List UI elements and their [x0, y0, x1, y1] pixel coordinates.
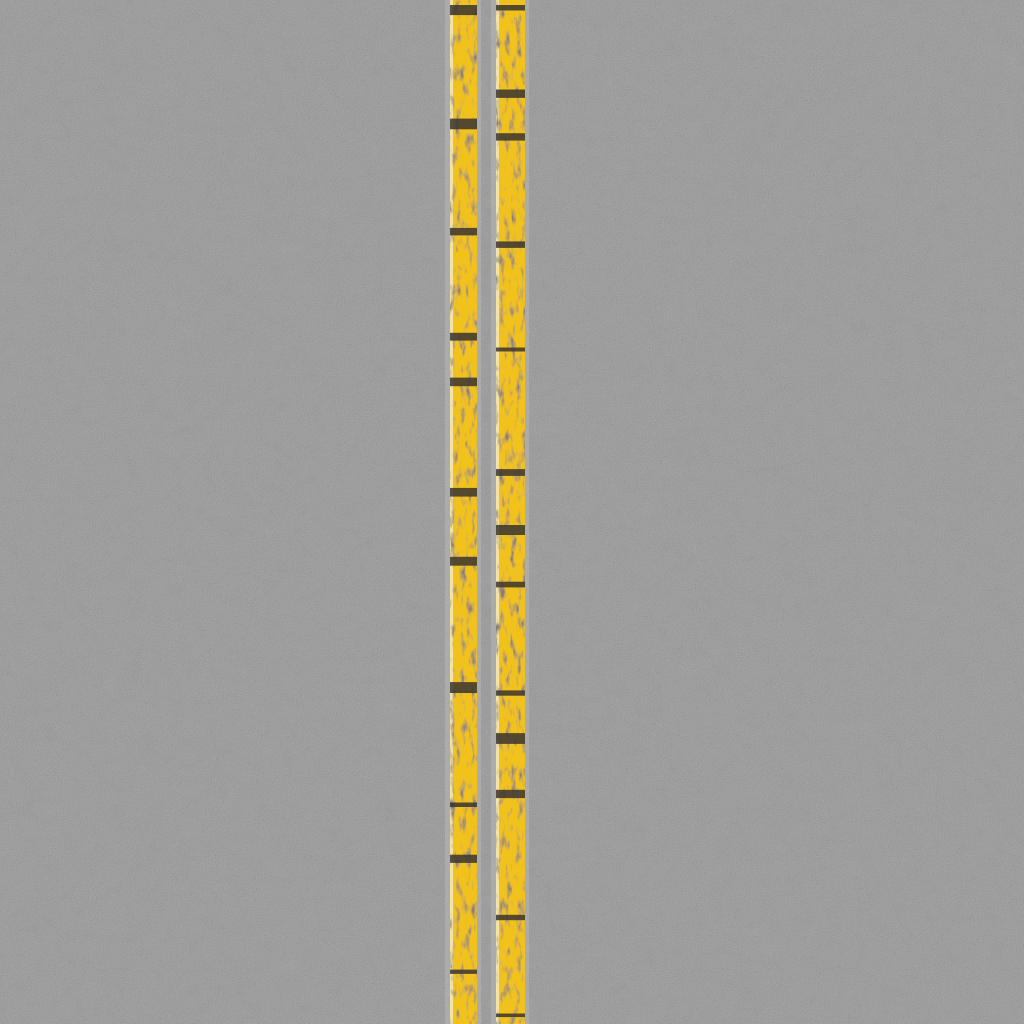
line-crack [450, 970, 477, 974]
line-crack [450, 488, 477, 497]
line-crack [496, 790, 525, 798]
line-crack [450, 333, 477, 341]
line-crack [450, 855, 477, 863]
line-crack [496, 525, 525, 535]
left-yellow-line [450, 0, 477, 1024]
line-crack [496, 241, 525, 248]
line-crack [496, 133, 525, 140]
line-crack [450, 803, 477, 808]
line-crack [496, 469, 525, 476]
line-crack [450, 119, 477, 130]
line-crack [450, 557, 477, 566]
line-crack [450, 5, 477, 15]
line-crack [450, 682, 477, 693]
line-crack [496, 733, 525, 744]
line-crack [496, 1014, 525, 1018]
right-yellow-line [496, 0, 525, 1024]
line-crack [496, 90, 525, 98]
line-crack [450, 378, 477, 387]
line-crack [496, 582, 525, 588]
line-crack [496, 5, 525, 11]
line-crack [450, 228, 477, 236]
line-crack [496, 348, 525, 352]
line-crack [496, 690, 525, 695]
line-crack [496, 915, 525, 920]
